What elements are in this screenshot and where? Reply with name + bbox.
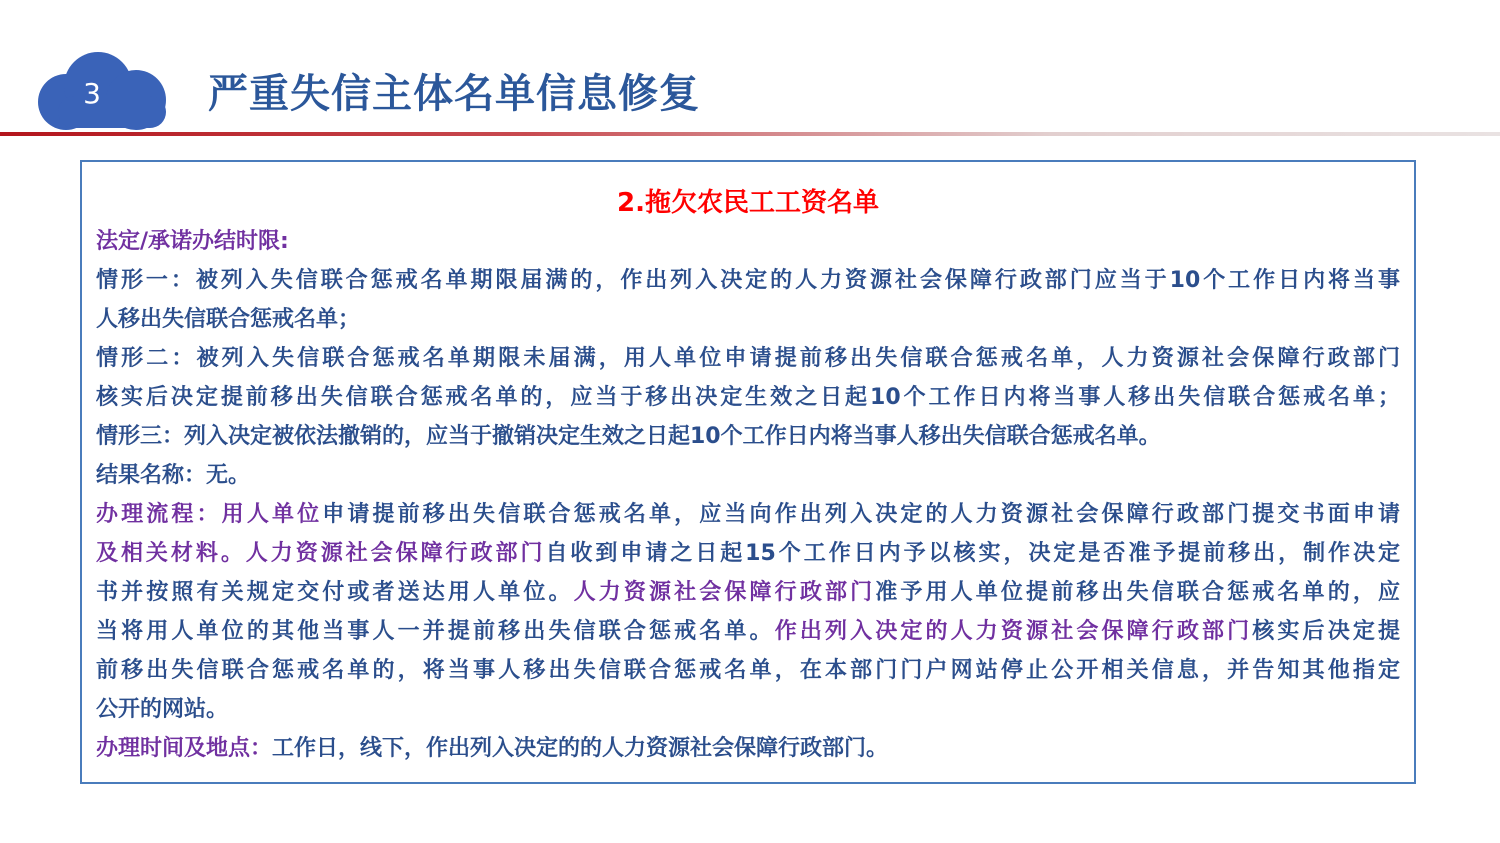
- label-text: 作出列入决定的人力资源社会保障行政部门: [774, 619, 1253, 644]
- text-line: [96, 729, 1400, 768]
- section-number: 3: [83, 77, 101, 110]
- text-line: [96, 222, 1400, 261]
- content-lines: [96, 222, 1400, 768]
- content-box: [80, 160, 1416, 784]
- page-title: 严重失信主体名单信息修复: [208, 71, 700, 117]
- body-text: 人移出失信联合惩戒名单；: [96, 307, 361, 332]
- body-text: 情形一：被列入失信联合惩戒名单期限届满的，作出列入决定的人力资源社会保障行政部门应当于10个工作日内将当事: [96, 268, 1400, 293]
- body-text: 情形二：被列入失信联合惩戒名单期限未届满，用人单位申请提前移出失信联合惩戒名单，人力资源社会保障行政部门: [96, 346, 1400, 371]
- label-text: 法定/承诺办结时限:: [96, 229, 289, 254]
- content-title: 2.拖欠农民工工资名单: [617, 188, 879, 218]
- body-text: 结果名称：无。: [96, 463, 251, 488]
- text-line: [96, 456, 1400, 495]
- text-line: [96, 534, 1400, 573]
- body-text: 核实后决定提: [1252, 619, 1400, 644]
- header-divider: [0, 132, 1500, 136]
- text-line: [96, 417, 1400, 456]
- text-line: [96, 690, 1400, 729]
- text-line: [96, 612, 1400, 651]
- text-line: [96, 339, 1400, 378]
- body-text: 书并按照有关规定交付或者送达用人单位。: [96, 580, 574, 605]
- label-text: 人力资源社会保障行政部门: [573, 580, 876, 605]
- text-line: [96, 300, 1400, 339]
- label-text: 办理流程：用人单位: [96, 502, 323, 527]
- label-text: 办理时间及地点：: [96, 736, 273, 761]
- body-text: 工作日，线下，作出列入决定的的人力资源社会保障行政部门。: [272, 736, 889, 761]
- text-line: [96, 651, 1400, 690]
- text-line: [96, 261, 1400, 300]
- body-text: 前移出失信联合惩戒名单的，将当事人移出失信联合惩戒名单，在本部门门户网站停止公开相关信息，并告知其他指定: [96, 658, 1400, 683]
- body-text: 核实后决定提前移出失信联合惩戒名单的，应当于移出决定生效之日起10个工作日内将当事人移出失信联合惩戒名单；: [96, 385, 1400, 410]
- body-text: 当将用人单位的其他当事人一并提前移出失信联合惩戒名单。: [96, 619, 775, 644]
- body-text: 准予用人单位提前移出失信联合惩戒名单的，应: [875, 580, 1400, 605]
- body-text: 公开的网站。: [96, 697, 229, 722]
- body-text: 自收到申请之日起15个工作日内予以核实，决定是否准予提前移出，制作决定: [545, 541, 1400, 566]
- text-line: [96, 378, 1400, 417]
- body-text: 申请提前移出失信联合惩戒名单，应当向作出列入决定的人力资源社会保障行政部门提交书面申请: [322, 502, 1400, 527]
- body-text: 情形三：列入决定被依法撤销的，应当于撤销决定生效之日起10个工作日内将当事人移出失信联合惩戒名单。: [96, 424, 1161, 449]
- text-line: [96, 495, 1400, 534]
- text-line: [96, 573, 1400, 612]
- label-text: 及相关材料。人力资源社会保障行政部门: [96, 541, 546, 566]
